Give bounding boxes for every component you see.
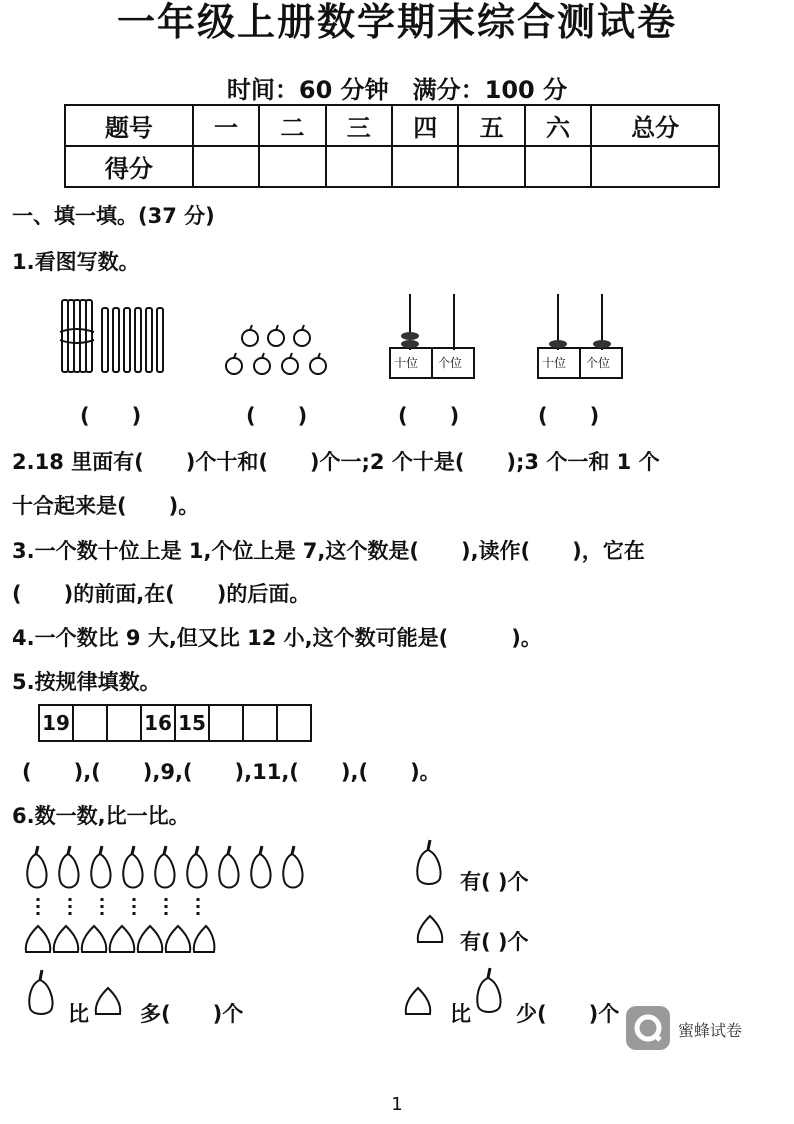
apples-icon — [222, 320, 334, 380]
table-cell: 六 — [525, 105, 591, 146]
peach-row-icon — [22, 922, 218, 956]
page-title: 一年级上册数学期末综合测试卷 — [116, 0, 677, 44]
table-cell: 五 — [458, 105, 524, 146]
sequence-cell: 16 — [142, 706, 176, 740]
pear-icon — [472, 966, 508, 1016]
answer-blank[interactable]: ( ) — [538, 404, 600, 428]
ones-label: 个位 — [438, 356, 463, 370]
table-cell: 三 — [326, 105, 392, 146]
table-cell: 二 — [259, 105, 325, 146]
score-input-cell[interactable] — [392, 146, 458, 187]
ones-label: 个位 — [586, 356, 611, 370]
score-input-cell[interactable] — [525, 146, 591, 187]
question-1-label: 1.看图写数。 — [12, 250, 140, 274]
peach-icon — [402, 984, 436, 1018]
question-5-label: 5.按规律填数。 — [12, 670, 161, 694]
question-2-line-1: 2.18 里面有( )个十和( )个一;2 个十是( );3 个一和 1 个 — [12, 450, 660, 474]
peach-icon — [92, 984, 126, 1018]
pear-count-text: 有( )个 — [460, 870, 529, 894]
table-cell: 题号 — [65, 105, 193, 146]
compare-word: 比 — [68, 1002, 89, 1026]
compare-left-answer: 多( )个 — [140, 1002, 244, 1026]
app-logo-icon — [626, 1006, 670, 1050]
question-3-line-1: 3.一个数十位上是 1,个位上是 7,这个数是( ),读作( )，它在 — [12, 539, 645, 563]
question-3-line-2: ( )的前面,在( )的后面。 — [12, 582, 311, 606]
score-input-cell[interactable] — [193, 146, 259, 187]
peach-icon — [414, 912, 448, 946]
tens-label: 十位 — [394, 356, 419, 370]
compare-right-answer: 少( )个 — [516, 1002, 620, 1026]
page-number: 1 — [391, 1094, 403, 1115]
number-sequence-boxes — [38, 704, 312, 742]
sequence-cell-blank[interactable] — [108, 706, 142, 740]
score-input-cell[interactable] — [458, 146, 524, 187]
sequence-cell-blank[interactable] — [278, 706, 310, 740]
stick-bundle-icon — [58, 296, 168, 376]
question-4: 4.一个数比 9 大,但又比 12 小,这个数可能是( )。 — [12, 626, 542, 650]
score-input-cell[interactable] — [259, 146, 325, 187]
table-header-row — [65, 105, 719, 146]
section-heading: 一、填一填。(37 分) — [12, 204, 215, 228]
table-cell: 一 — [193, 105, 259, 146]
score-table — [64, 104, 720, 188]
answer-blank[interactable]: ( ) — [80, 404, 142, 428]
table-cell: 四 — [392, 105, 458, 146]
answer-blank[interactable]: ( ) — [246, 404, 308, 428]
compare-word: 比 — [450, 1002, 471, 1026]
question-2-line-2: 十合起来是( )。 — [12, 494, 200, 518]
match-dots — [30, 896, 220, 920]
score-input-cell[interactable] — [326, 146, 392, 187]
peach-count-text: 有( )个 — [460, 930, 529, 954]
sequence-cell-blank[interactable] — [74, 706, 108, 740]
score-input-cell[interactable] — [591, 146, 719, 187]
pear-icon — [412, 838, 448, 888]
exam-info: 时间：60 分钟 满分：100 分 — [226, 76, 568, 104]
answer-blank[interactable]: ( ) — [398, 404, 460, 428]
watermark-text: 蜜蜂试卷 — [678, 1021, 743, 1040]
pear-row-icon — [22, 842, 318, 894]
table-row — [65, 146, 719, 187]
sequence-cell: 15 — [176, 706, 210, 740]
sequence-cell: 19 — [40, 706, 74, 740]
table-cell: 得分 — [65, 146, 193, 187]
sequence-cell-blank[interactable] — [244, 706, 278, 740]
question-6-label: 6.数一数,比一比。 — [12, 804, 190, 828]
table-cell: 总分 — [591, 105, 719, 146]
pear-icon — [24, 968, 64, 1018]
sequence-cell-blank[interactable] — [210, 706, 244, 740]
question-5-answer-line: ( ),( ),9,( ),11,( ),( )。 — [22, 760, 441, 784]
tens-label: 十位 — [542, 356, 567, 370]
